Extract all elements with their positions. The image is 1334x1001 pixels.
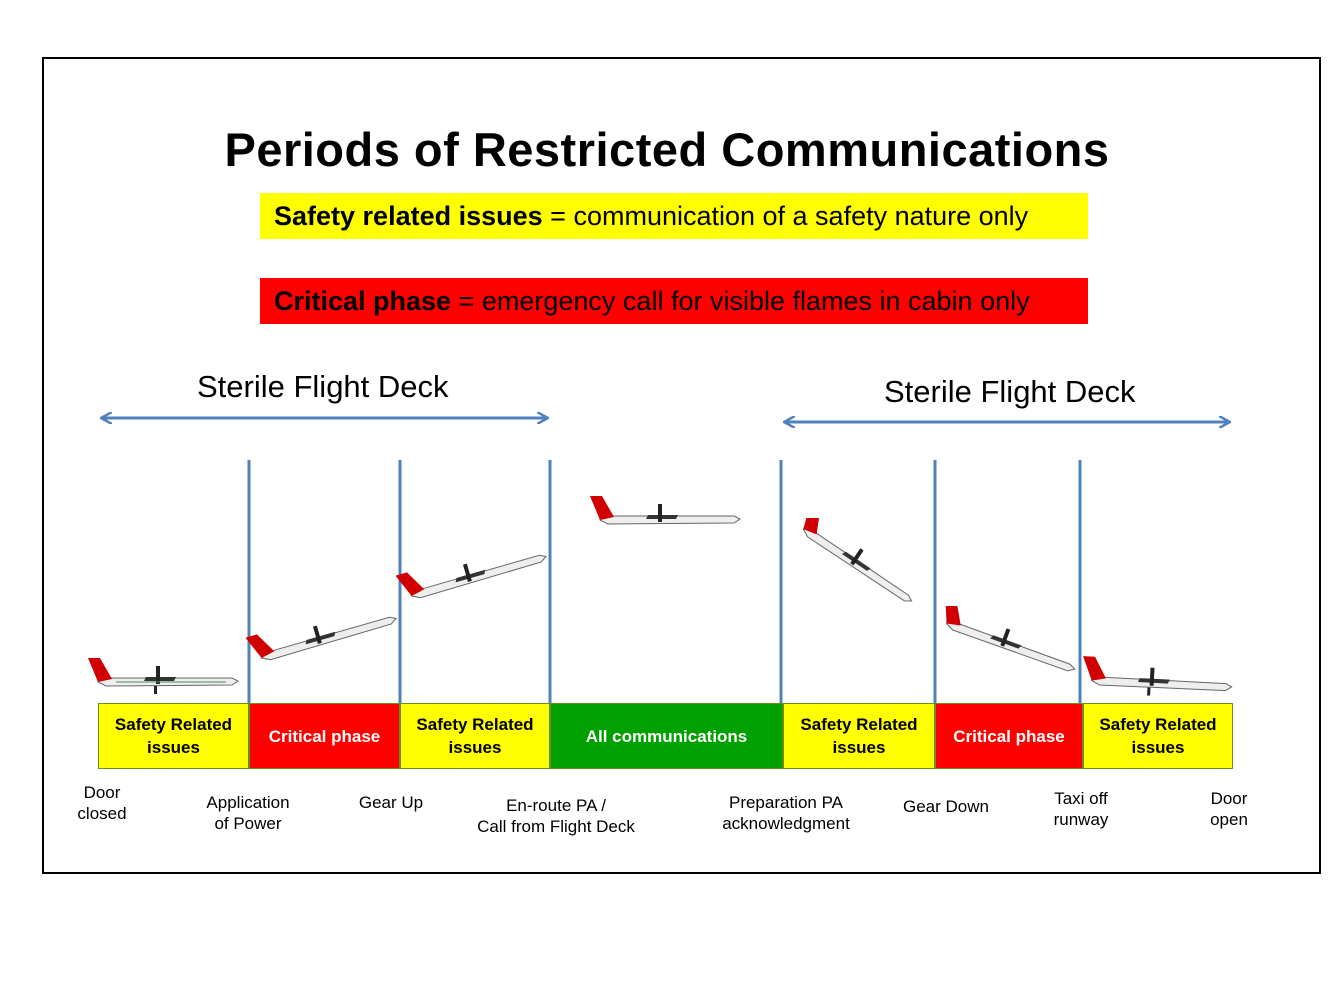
phase-label-line: Safety Related <box>416 715 534 734</box>
aircraft-icon <box>86 652 242 698</box>
milestone-line: Call from Flight Deck <box>477 817 635 836</box>
milestone-door-open <box>1210 788 1248 830</box>
milestone-line: open <box>1210 810 1248 829</box>
phase-label-line: Safety Related <box>800 715 918 734</box>
phase-label-line: Safety Related <box>1099 715 1217 734</box>
milestone-application-of-power <box>206 792 289 834</box>
milestone-door-closed <box>77 782 126 824</box>
aircraft-icon <box>588 494 744 534</box>
phase-critical <box>249 703 400 769</box>
phase-label-line: Critical phase <box>953 726 1065 746</box>
phase-safety-related <box>98 703 249 769</box>
phase-label-line: issues <box>448 738 502 757</box>
phase-label-line: issues <box>1131 738 1185 757</box>
milestone-line: of Power <box>214 814 282 833</box>
legend-safety-term: Safety related issues <box>274 201 543 231</box>
legend-safety-desc: = communication of a safety nature only <box>550 201 1029 231</box>
milestone-line: Gear Up <box>358 793 424 812</box>
legend-critical-desc: = emergency call for visible flames in cabin only <box>458 286 1030 316</box>
milestone-line: Application <box>206 793 290 812</box>
sterile-flight-deck-label-right: Sterile Flight Deck <box>884 374 1136 409</box>
phase-label-line: issues <box>832 738 886 757</box>
milestone-preparation-pa <box>722 792 850 834</box>
legend-critical-term: Critical phase <box>274 286 452 316</box>
aircraft-icon <box>396 546 552 602</box>
phase-label-line: Safety Related <box>114 715 233 734</box>
milestone-line: runway <box>1053 810 1109 829</box>
phase-safety-related <box>1083 703 1233 769</box>
milestone-gear-up <box>359 792 423 813</box>
diagram-title: Periods of Restricted Communications <box>224 123 1110 176</box>
phase-critical <box>935 703 1083 769</box>
phase-label-line: All communications <box>585 726 748 746</box>
milestone-gear-down <box>903 796 989 817</box>
phase-safety-related <box>400 703 550 769</box>
milestone-line: closed <box>77 804 127 823</box>
milestone-line: Gear Down <box>903 797 989 816</box>
phase-safety-related <box>783 703 935 769</box>
milestone-line: Door <box>83 783 121 802</box>
aircraft-icon <box>792 518 924 614</box>
milestone-enroute-pa <box>477 795 635 837</box>
milestone-line: En-route PA / <box>506 796 606 815</box>
milestone-taxi-off-runway <box>1054 788 1109 830</box>
phase-all-communications <box>550 703 783 769</box>
milestone-line: acknowledgment <box>722 814 850 833</box>
milestone-line: Door <box>1210 789 1248 808</box>
aircraft-icon <box>246 606 402 666</box>
phase-label-line: issues <box>147 738 200 757</box>
sterile-flight-deck-label-left: Sterile Flight Deck <box>197 369 449 404</box>
aircraft-icon <box>1080 656 1234 700</box>
aircraft-icon <box>936 606 1082 678</box>
milestone-line: Taxi off <box>1054 789 1108 808</box>
milestone-line: Preparation PA <box>728 793 844 812</box>
phase-label-line: Critical phase <box>268 726 381 746</box>
